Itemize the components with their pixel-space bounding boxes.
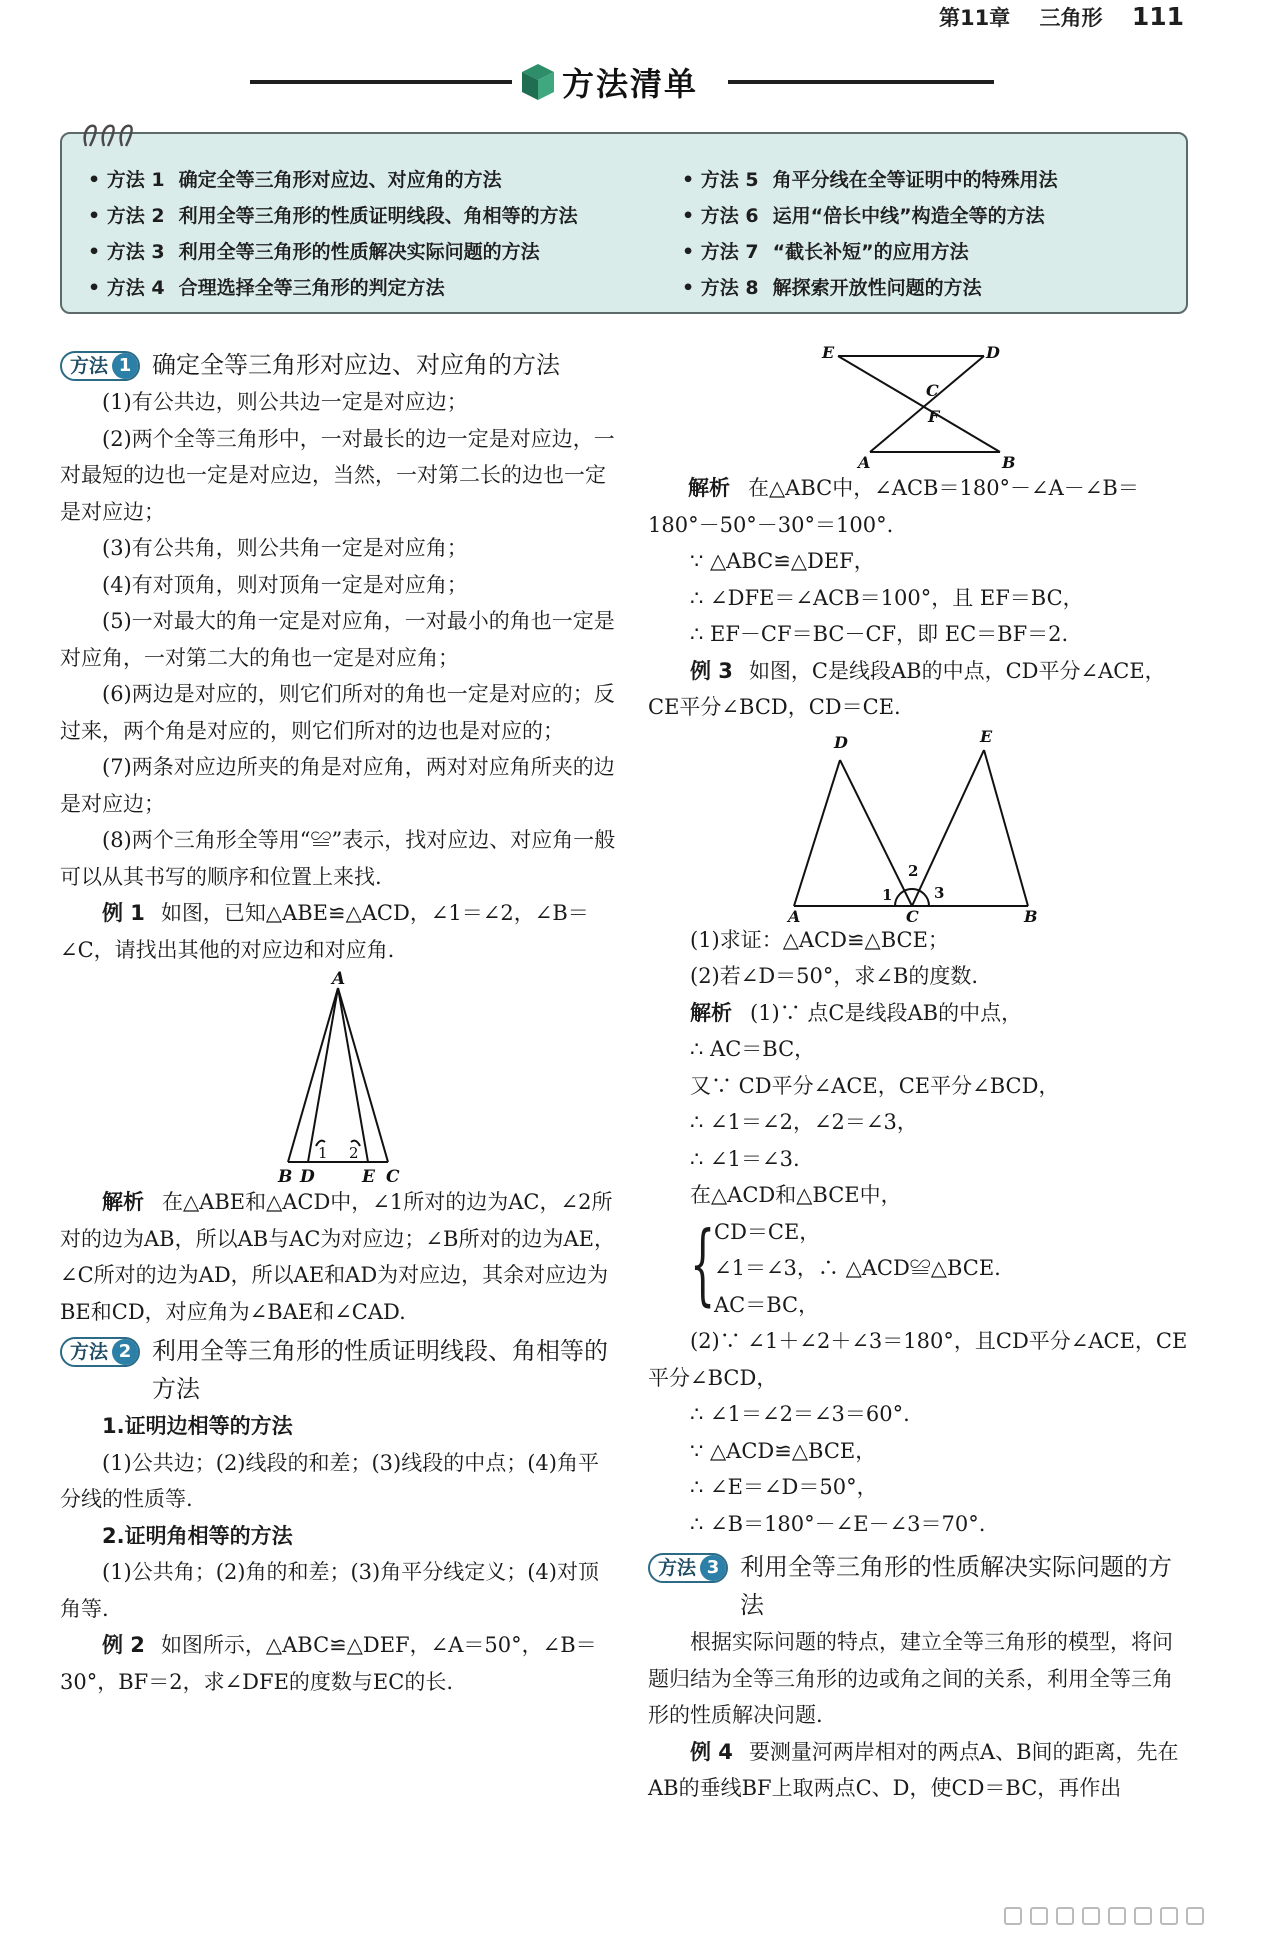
rule-item: (5)一对最大的角一定是对应角，一对最小的角也一定是对应角，一对第二大的角也一定是对应角； xyxy=(60,609,615,670)
solution-3-step: ∵ △ACD≌△BCE， xyxy=(690,1438,877,1463)
vertex-label-E: E xyxy=(822,343,835,362)
solution-2-step: ∵ △ABC≌△DEF， xyxy=(690,549,875,573)
vertex-label-A: A xyxy=(858,453,871,470)
sides-methods: (1)公共边；(2)线段的和差；(3)线段的中点；(4)角平分线的性质等. xyxy=(60,1450,599,1511)
example-3: 例 3 如图，C是线段AB的中点，CD平分∠ACE，CE平分∠BCD，CD＝CE. xyxy=(648,658,1166,719)
vertex-label-C: C xyxy=(906,906,919,922)
system-line: AC＝BC， xyxy=(714,1292,820,1317)
vertex-label-A: A xyxy=(332,969,346,989)
figure-example-3 xyxy=(778,726,1058,922)
left-column xyxy=(60,344,616,1700)
vertex-label-C: C xyxy=(386,1167,400,1184)
rule-item: (7)两条对应边所夹的角是对应角，两对对应角所夹的边是对应边； xyxy=(60,755,615,816)
solution-1: 解析 在△ABE和△ACD中，∠1所对的边为AC，∠2所对的边为AB，所以AB与AC为对应边；∠B所对的边为AE，∠C所对的边为AD，所以AE和AD为对应边，其余对应边为BE和CD，对应角为∠BAE和∠CAD. xyxy=(60,1190,615,1324)
rule-item: (8)两个三角形全等用“≌”表示，找对应边、对应角一般可以从其书写的顺序和位置上来找. xyxy=(60,828,616,889)
rule-item: (4)有对顶角，则对顶角一定是对应角； xyxy=(102,572,468,597)
rule-item: (1)有公共边，则公共边一定是对应边； xyxy=(102,390,468,414)
brace: { xyxy=(690,1211,716,1315)
section-title xyxy=(520,58,698,106)
rule-item: (2)两个全等三角形中，一对最长的边一定是对应边，一对最短的边也一定是对应边，当然，一对第二长的边也一定是对应边； xyxy=(60,426,615,524)
summary-right-column xyxy=(682,162,1058,306)
method-3-title: 利用全等三角形的性质解决实际问题的方法 xyxy=(740,1553,1173,1619)
angles-methods: (1)公共角；(2)角的和差；(3)角平分线定义；(4)对顶角等. xyxy=(60,1560,599,1621)
system-line: ∠1＝∠3，∴ △ACD≌△BCE. xyxy=(714,1256,1001,1280)
method-1-heading xyxy=(60,346,616,384)
example-1: 例 1 如图，已知△ABE≌△ACD，∠1＝∠2，∠B＝∠C，请找出其他的对应边和对应角. xyxy=(60,901,589,962)
vertex-label-D: D xyxy=(834,732,848,752)
page-scroll-indicator[interactable] xyxy=(1004,1907,1264,1929)
title-rule-right xyxy=(728,80,994,84)
method-3-heading xyxy=(648,1548,1188,1624)
solution-3-step: ∴ AC＝BC， xyxy=(690,1037,816,1061)
summary-item: • 方法 7 “截长补短”的应用方法 xyxy=(682,241,969,263)
vertex-label-A: A xyxy=(788,906,801,922)
chapter-number: 第11章 xyxy=(938,6,1011,30)
vertex-label-B: B xyxy=(1002,453,1016,470)
right-column xyxy=(648,340,1188,1807)
example-2: 例 2 如图所示，△ABC≌△DEF，∠A＝50°，∠B＝30°，BF＝2，求∠DFE的度数与EC的长. xyxy=(60,1633,597,1694)
book-icon xyxy=(520,62,556,102)
subheading-angles: 2.证明角相等的方法 xyxy=(102,1523,293,1548)
vertex-label-B: B xyxy=(1024,906,1038,922)
summary-item: • 方法 1 确定全等三角形对应边、对应角的方法 xyxy=(88,169,502,191)
summary-item: • 方法 5 角平分线在全等证明中的特殊用法 xyxy=(682,169,1058,191)
solution-2-step: ∴ ∠DFE＝∠ACB＝100°，且 EF＝BC， xyxy=(690,585,1084,610)
title-rule-left xyxy=(250,80,512,84)
method-summary-box xyxy=(60,132,1188,314)
rule-item: (6)两边是对应的，则它们所对的角也一定是对应的；反过来，两个角是对应的，则它们所对的边也是对应的； xyxy=(60,682,615,743)
method-2-title: 利用全等三角形的性质证明线段、角相等的方法 xyxy=(152,1337,609,1403)
method-3-description: 根据实际问题的特点，建立全等三角形的模型，将问题归结为全等三角形的边或角之间的关系，利用全等三角形的性质解决问题. xyxy=(648,1630,1173,1727)
solution-3-step: ∴ ∠B＝180°－∠E－∠3＝70°. xyxy=(690,1511,986,1536)
solution-3-step: ∴ ∠1＝∠2＝∠3＝60°. xyxy=(690,1402,910,1426)
vertex-label-B: B xyxy=(278,1167,293,1184)
summary-left-column xyxy=(88,162,578,306)
solution-3-part2: (2)∵ ∠1＋∠2＋∠3＝180°，且CD平分∠ACE，CE平分∠BCD， xyxy=(648,1329,1188,1390)
vertex-label-E: E xyxy=(362,1167,375,1184)
solution-3-step: 又∵ CD平分∠ACE，CE平分∠BCD， xyxy=(690,1073,1060,1098)
subheading-sides: 1.证明边相等的方法 xyxy=(102,1414,293,1438)
rule-item: (3)有公共角，则公共角一定是对应角； xyxy=(102,536,468,560)
summary-item: • 方法 6 运用“倍长中线”构造全等的方法 xyxy=(682,205,1045,227)
solution-3-step: ∴ ∠1＝∠3. xyxy=(690,1146,800,1171)
solution-2-step: ∴ EF－CF＝BC－CF，即 EC＝BF＝2. xyxy=(690,622,1069,646)
system-line: CD＝CE， xyxy=(714,1219,821,1244)
method-2-badge: 方法 2 xyxy=(60,1337,140,1367)
solution-3: 解析 (1)∵ 点C是线段AB的中点， xyxy=(690,1000,1023,1025)
summary-item: • 方法 2 利用全等三角形的性质证明线段、角相等的方法 xyxy=(88,205,578,227)
method-1-badge: 方法 1 xyxy=(60,351,140,381)
solution-2: 解析 在△ABC中，∠ACB＝180°－∠A－∠B＝180°－50°－30°＝100°. xyxy=(648,476,1139,537)
vertex-label-F: F xyxy=(928,407,940,426)
summary-item: • 方法 3 利用全等三角形的性质解决实际问题的方法 xyxy=(88,241,540,263)
angle-label-2: 2 xyxy=(349,1144,359,1162)
equation-system xyxy=(690,1211,1188,1324)
question-1: (1)求证：△ACD≌△BCE； xyxy=(690,927,949,952)
angle-label-1: 1 xyxy=(882,885,893,904)
angle-label-3: 3 xyxy=(934,883,945,902)
vertex-label-D: D xyxy=(986,343,1000,362)
page-title: 方法清单 xyxy=(562,65,699,103)
chapter-topic: 三角形 xyxy=(1039,6,1103,30)
page-number: 111 xyxy=(1131,2,1184,31)
solution-3-step: ∴ ∠1＝∠2，∠2＝∠3， xyxy=(690,1110,918,1134)
vertex-label-C: C xyxy=(926,381,939,400)
solution-3-step: 在△ACD和△BCE中， xyxy=(690,1183,902,1207)
question-2: (2)若∠D＝50°，求∠B的度数. xyxy=(690,964,979,988)
summary-item: • 方法 8 解探索开放性问题的方法 xyxy=(682,277,982,299)
method-2-heading xyxy=(60,1332,616,1408)
spiral-binding-icon xyxy=(80,120,150,150)
figure-example-1 xyxy=(258,968,418,1184)
vertex-label-D: D xyxy=(300,1167,315,1184)
figure-example-2 xyxy=(818,340,1018,470)
vertex-label-E: E xyxy=(980,726,993,746)
angle-label-1: 1 xyxy=(318,1144,328,1162)
example-4: 例 4 要测量河两岸相对的两点A、B间的距离，先在AB的垂线BF上取两点C、D，使CD＝BC，再作出 xyxy=(648,1739,1179,1800)
page-header xyxy=(939,2,1184,32)
solution-3-step: ∴ ∠E＝∠D＝50°， xyxy=(690,1475,878,1499)
angle-label-2: 2 xyxy=(908,861,919,880)
summary-item: • 方法 4 合理选择全等三角形的判定方法 xyxy=(88,277,445,299)
method-1-title: 确定全等三角形对应边、对应角的方法 xyxy=(152,351,561,379)
method-3-badge: 方法 3 xyxy=(648,1553,728,1583)
